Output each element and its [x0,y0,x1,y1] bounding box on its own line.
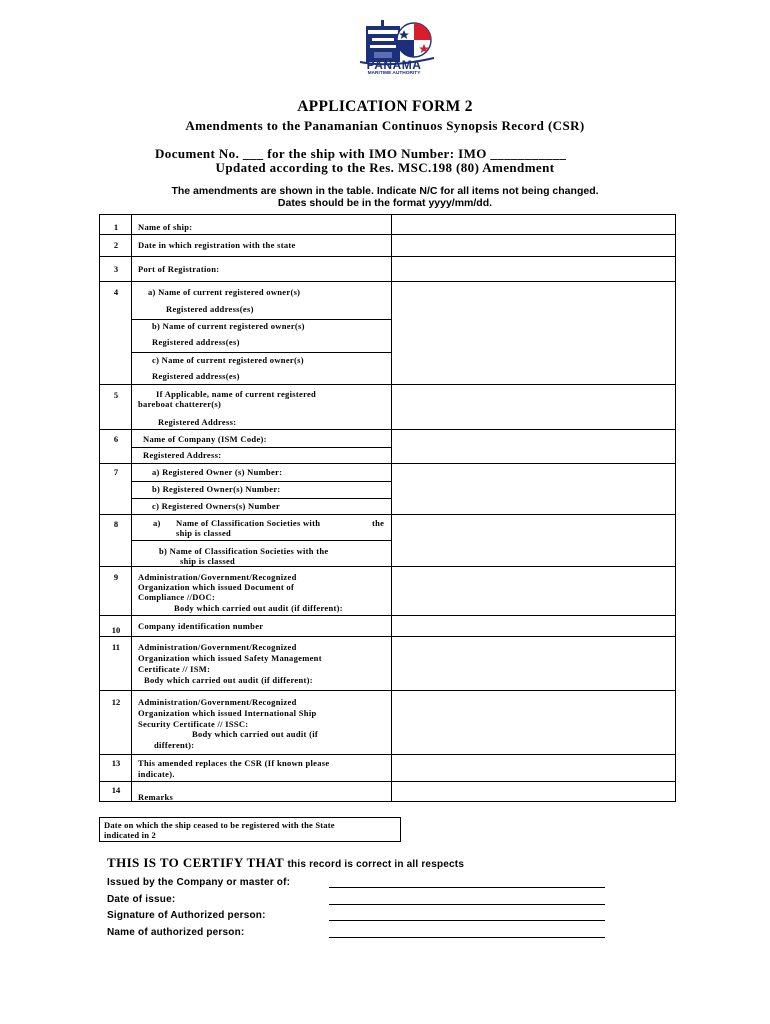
document-number-line: Document No. ___ for the ship with IMO Number: IMO ___________ [155,146,567,161]
certify-lead: THIS IS TO CERTIFY THAT [107,855,284,870]
instructions-line-2: Dates should be in the format yyyy/mm/dd. [277,197,493,209]
value-column-divider [391,215,392,801]
date-ceased-box [99,817,401,842]
class-society-a-label: Name of Classification Societies with [176,518,321,528]
row-number: 5 [113,390,119,400]
issc-organization-label-2: Organization which issued International Ship [138,708,317,718]
date-of-issue-field[interactable] [329,904,605,905]
issc-organization-label-3: Security Certificate // ISSC: [138,719,249,729]
replaces-csr-label: This amended replaces the CSR (If known please [138,758,330,768]
owner-c-label: c) Name of current registered owner(s) [152,355,304,365]
bareboat-charterer-label-cont: bareboat chatterer(s) [138,399,222,409]
row-number: 7 [113,467,119,477]
doc-organization-label: Administration/Government/Recognized [138,572,297,582]
ship-name-label: Name of ship: [138,222,193,232]
issc-audit-body-label: Body which carried out audit (if [192,729,319,739]
row-number: 11 [111,642,121,652]
row-number: 12 [111,697,121,707]
updated-line: Updated according to the Res. MSC.198 (80) Amendment [215,160,555,175]
owner-number-a-label: a) Registered Owner (s) Number: [152,467,283,477]
ism-audit-body-label: Body which carried out audit (if different): [144,675,313,685]
logo-name: PANAMA [366,58,422,72]
signature-label: Signature of Authorized person: [107,910,266,921]
registration-date-label: Date in which registration with the state [138,240,296,250]
certification-statement [107,855,464,871]
company-address-label: Registered Address: [143,450,222,460]
doc-organization-label-2: Organization which issued Document of [138,582,295,592]
owner-b-label: b) Name of current registered owner(s) [152,321,305,331]
doc-organization-label-3: Compliance //DOC: [138,592,216,602]
authorized-name-field[interactable] [329,937,605,938]
owner-a-label: a) Name of current registered owner(s) [148,287,301,297]
owner-number-c-label: c) Registered Owners(s) Number [152,501,281,511]
company-id-number-label: Company identification number [138,621,264,631]
owner-a-address-label: Registered address(es) [166,304,254,314]
amendments-table [99,214,676,802]
class-society-b-label-cont: ship is classed [180,556,236,566]
owner-b-address-label: Registered address(es) [152,337,240,347]
bareboat-charterer-label: If Applicable, name of current registered [156,389,317,399]
instructions-line-1: The amendments are shown in the table. Indicate N/C for all items not being changed. [171,185,599,197]
ism-organization-label-3: Certificate // ISM: [138,664,211,674]
issued-by-field[interactable] [329,887,605,888]
form-subtitle: Amendments to the Panamanian Continuos Synopsis Record (CSR) [185,118,585,133]
row-number: 13 [111,758,121,768]
row-number: 8 [113,519,119,529]
row-number: 14 [111,785,121,795]
number-column-divider [131,215,132,801]
row-number: 3 [113,264,119,274]
row-number: 1 [113,222,119,232]
class-society-a-label-end: the [372,518,385,528]
ism-organization-label: Administration/Government/Recognized [138,642,297,652]
form-title: APPLICATION FORM 2 [297,98,473,115]
issc-organization-label: Administration/Government/Recognized [138,697,297,707]
company-ism-label: Name of Company (ISM Code): [143,434,267,444]
class-society-b-label: b) Name of Classification Societies with the [159,546,329,556]
signature-field[interactable] [329,920,605,921]
issc-audit-body-label-cont: different): [154,740,195,750]
logo-subtitle: MARITIME AUTHORITY [367,71,421,76]
replaces-csr-label-cont: indicate). [138,769,175,779]
port-of-registration-label: Port of Registration: [138,264,220,274]
row-number: 9 [113,572,119,582]
date-ceased-label: Date on which the ship ceased to be registered with the State [104,820,335,830]
certify-rest: this record is correct in all respects [287,859,465,870]
class-society-a-marker: a) [153,518,161,528]
remarks-label: Remarks [138,792,174,802]
doc-audit-body-label: Body which carried out audit (if different): [174,603,343,613]
authorized-name-label: Name of authorized person: [107,927,245,938]
row-number: 2 [113,240,119,250]
ism-organization-label-2: Organization which issued Safety Management [138,653,322,663]
row-number: 4 [113,287,119,297]
row-number: 6 [113,434,119,444]
row-number: 10 [111,625,121,635]
issued-by-label: Issued by the Company or master of: [107,877,291,888]
owner-number-b-label: b) Registered Owner(s) Number: [152,484,281,494]
bareboat-address-label: Registered Address: [158,417,237,427]
date-of-issue-label: Date of issue: [107,894,176,905]
date-ceased-label-cont: indicated in 2 [104,830,156,840]
class-society-a-label-cont: ship is classed [176,528,232,538]
owner-c-address-label: Registered address(es) [152,371,240,381]
